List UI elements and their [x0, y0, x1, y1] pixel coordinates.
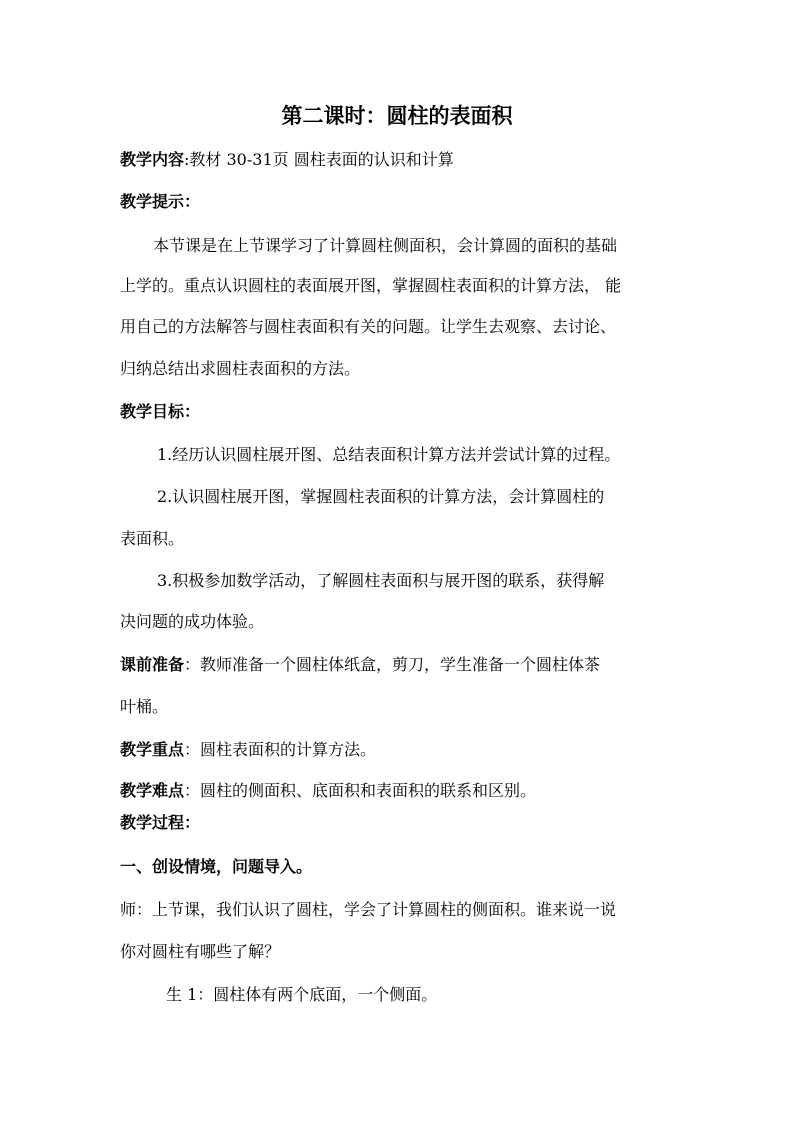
- goal-line-4: 3.积极参加数学活动，了解圆柱表面积与展开图的联系，获得解: [157, 571, 605, 590]
- teaching-hints-heading: 教学提示：: [120, 192, 201, 211]
- dialogue-line-3: 生 1：圆柱体有两个底面，一个侧面。: [166, 985, 438, 1004]
- teaching-content-text: :教材 30-31页 圆柱表面的认识和计算: [184, 150, 454, 169]
- teaching-content-label: 教学内容: [120, 150, 185, 169]
- prep-line-2: 叶桶。: [120, 697, 169, 716]
- teaching-goals-heading: 教学目标：: [120, 402, 201, 421]
- difficulty-line: [120, 781, 536, 801]
- key-point-line: [120, 740, 376, 760]
- goal-line-1: 1.经历认识圆柱展开图、总结表面积计算方法并尝试计算的过程。: [157, 445, 621, 464]
- page-title: 第二课时：圆柱的表面积: [281, 103, 513, 128]
- hints-line-2: 上学的。重点认识圆柱的表面展开图，掌握圆柱表面积的计算方法， 能: [120, 276, 622, 295]
- goal-line-2: 2.认识圆柱展开图，掌握圆柱表面积的计算方法，会计算圆柱的: [157, 487, 605, 506]
- prep-label: 课前准备: [120, 655, 185, 674]
- hints-line-1: 本节课是在上节课学习了计算圆柱侧面积，会计算圆的面积的基础: [153, 236, 618, 255]
- hints-line-3: 用自己的方法解答与圆柱表面积有关的问题。让学生去观察、去讨论、: [120, 317, 617, 336]
- section-1-heading: 一、创设情境，问题导入。: [120, 857, 313, 876]
- teaching-process-heading: 教学过程：: [120, 813, 201, 832]
- prep-text: ：教师准备一个圆柱体纸盒，剪刀，学生准备一个圆柱体茶: [184, 655, 601, 674]
- difficulty-label: 教学难点: [120, 781, 185, 800]
- hints-line-4: 归纳总结出求圆柱表面积的方法。: [120, 359, 361, 378]
- key-point-label: 教学重点: [120, 740, 185, 759]
- prep-line: [120, 655, 600, 675]
- goal-line-3: 表面积。: [120, 529, 185, 548]
- difficulty-text: ：圆柱的侧面积、底面积和表面积的联系和区别。: [184, 781, 537, 800]
- goal-line-5: 决问题的成功体验。: [120, 612, 265, 631]
- dialogue-line-2: 你对圆柱有哪些了解？: [120, 942, 281, 961]
- key-point-text: ：圆柱表面积的计算方法。: [184, 740, 377, 759]
- teaching-content-line: [120, 150, 454, 170]
- dialogue-line-1: 师：上节课，我们认识了圆柱，学会了计算圆柱的侧面积。谁来说一说: [120, 900, 617, 919]
